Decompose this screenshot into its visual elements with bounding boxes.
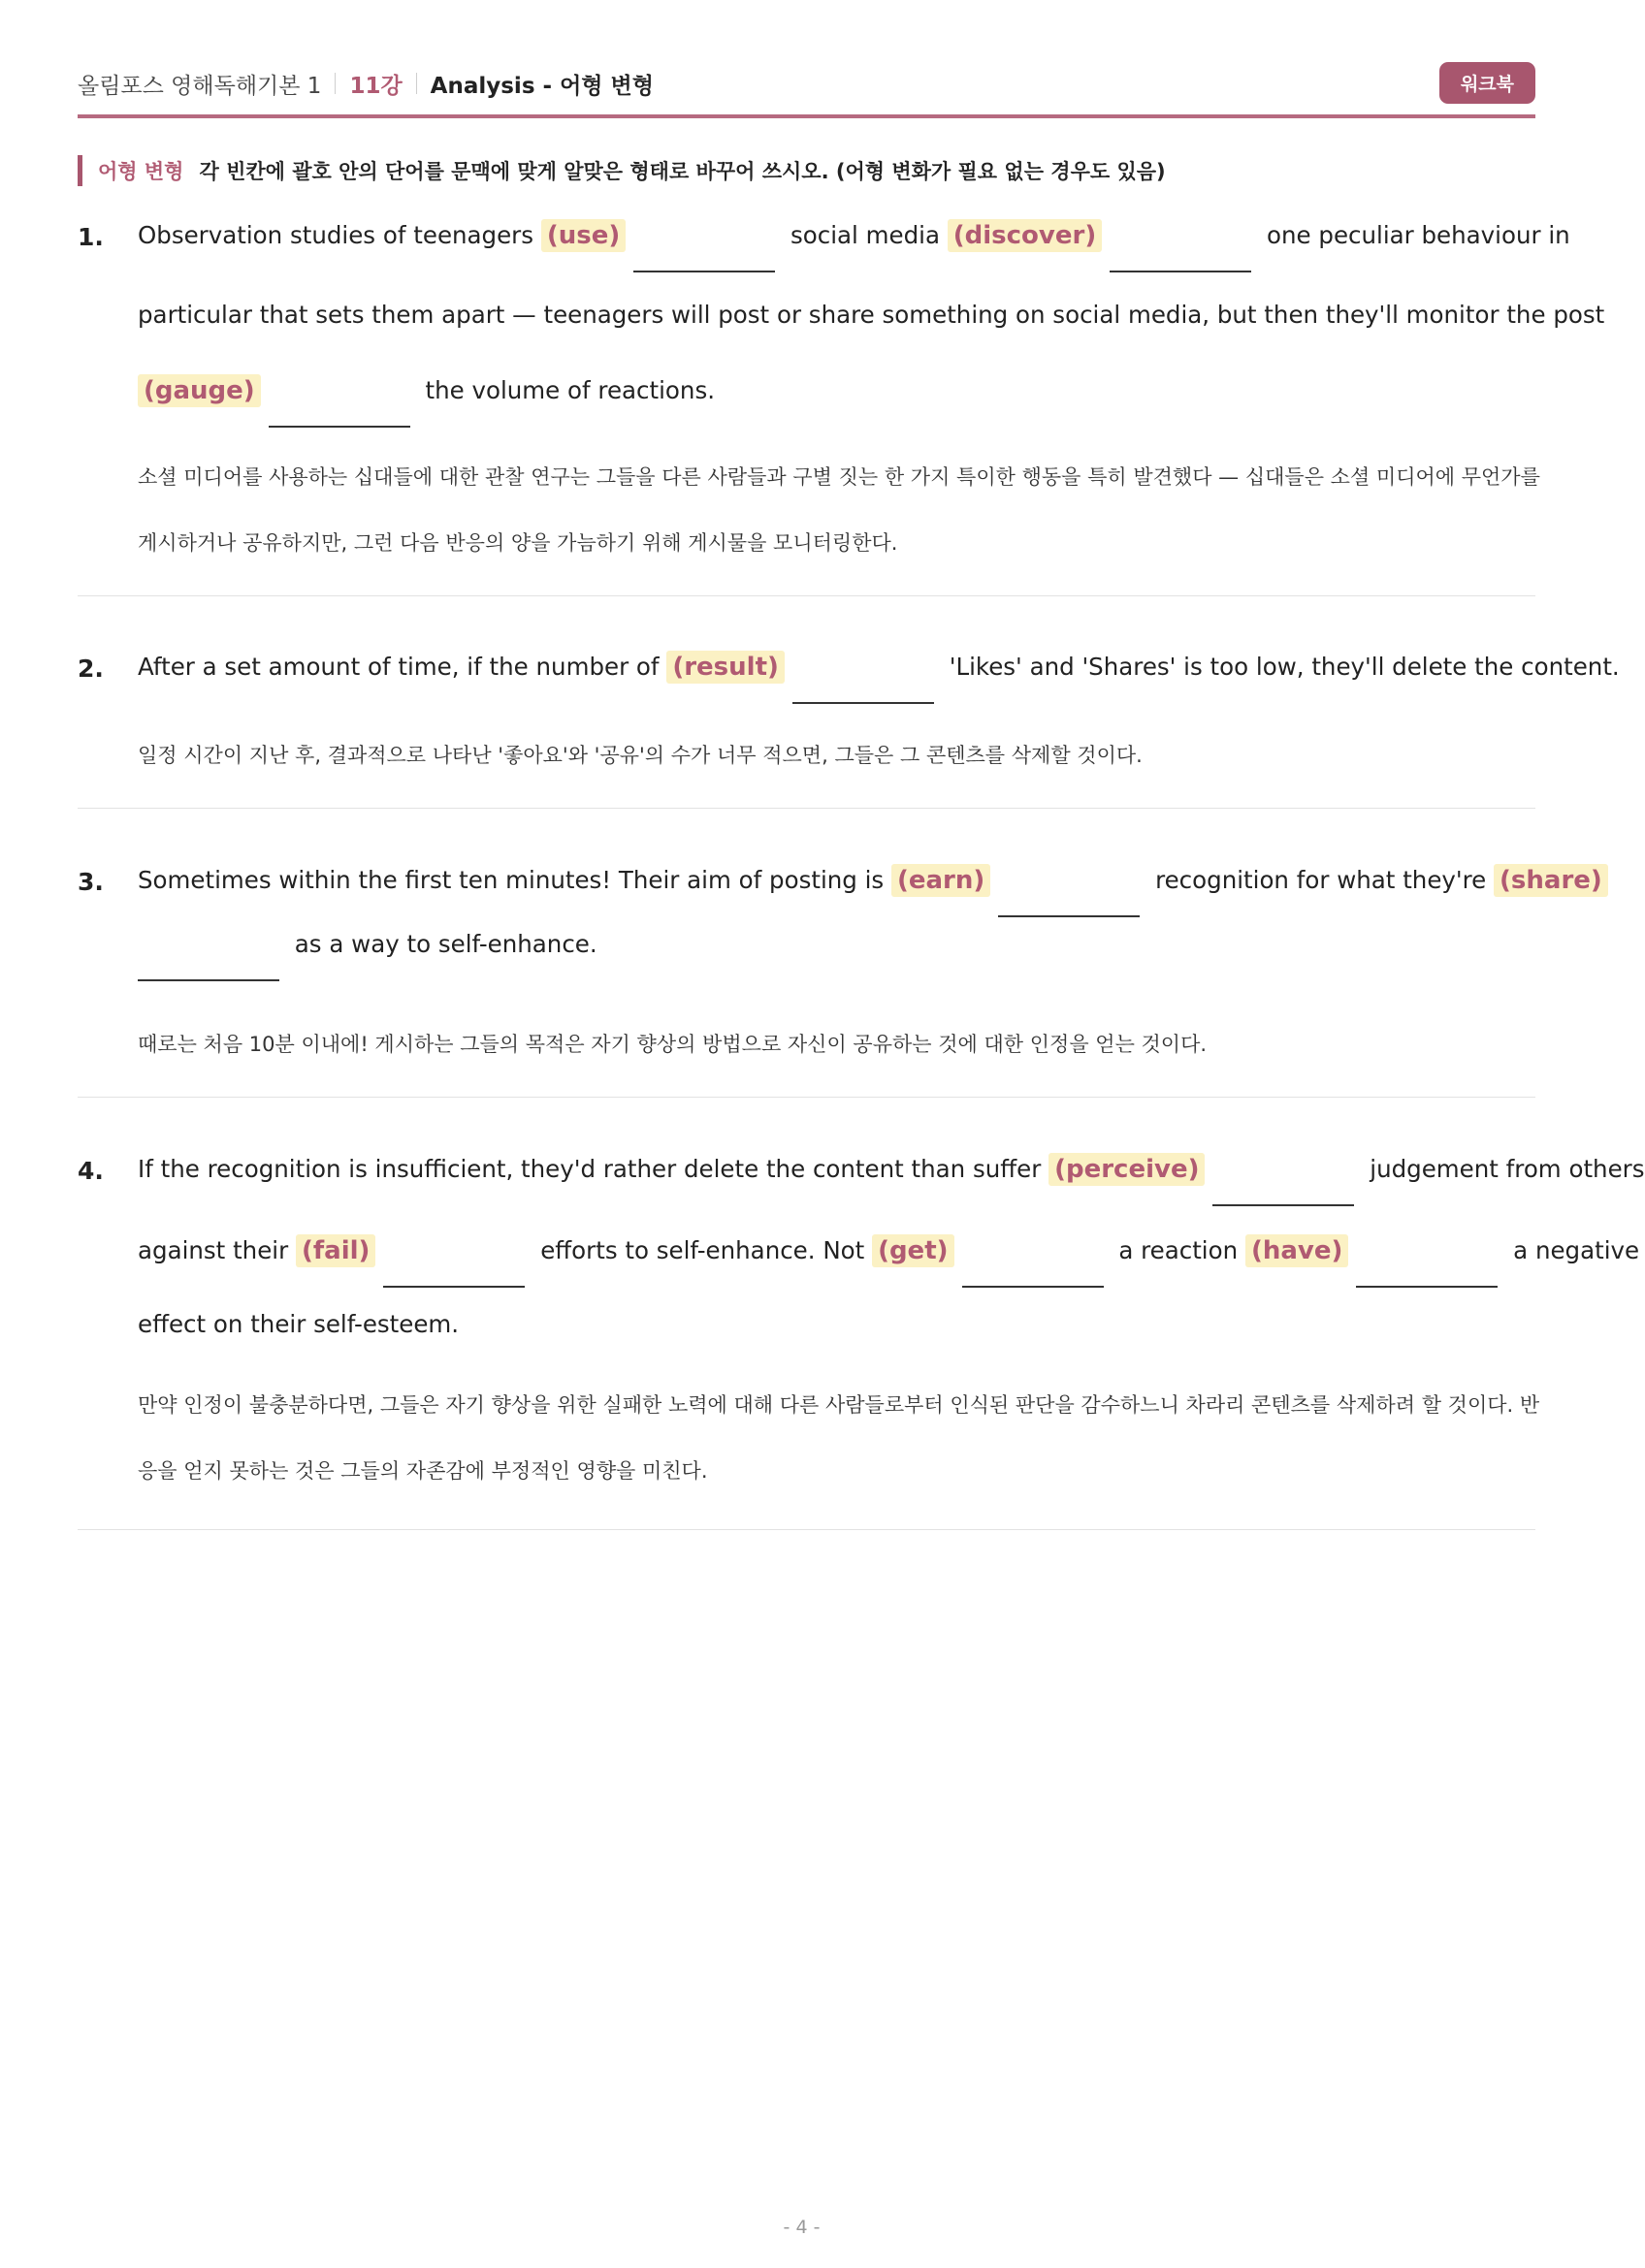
answer-blank[interactable] (962, 1249, 1104, 1288)
question-divider (78, 808, 1535, 809)
question-number: 1. (78, 223, 104, 251)
korean-translation: 응을 얻지 못하는 것은 그들의 자존감에 부정적인 영향을 미친다. (138, 1459, 708, 1483)
sentence-text: 'Likes' and 'Shares' is too low, they'll delete the content. (949, 653, 1620, 681)
sentence-line (138, 219, 1570, 272)
word-hint: (perceive) (1048, 1153, 1205, 1186)
answer-blank[interactable] (1356, 1249, 1498, 1288)
question-divider (78, 595, 1535, 596)
answer-blank[interactable] (998, 878, 1140, 917)
question-divider (78, 1097, 1535, 1098)
sentence-text: a negative (1513, 1236, 1640, 1264)
sentence-text: judgement from others (1370, 1155, 1645, 1183)
sentence-line (138, 1234, 1639, 1288)
sentence-line (138, 1153, 1645, 1206)
word-hint: (share) (1494, 864, 1608, 897)
sentence-text: a reaction (1118, 1236, 1239, 1264)
question-number: 2. (78, 655, 104, 683)
question-divider (78, 1529, 1535, 1530)
sentence-text: against their (138, 1236, 289, 1264)
header-divider (335, 73, 336, 94)
sentence-text: one peculiar behaviour in (1267, 221, 1570, 249)
topic-title: Analysis - 어형 변형 (430, 73, 654, 99)
korean-translation: 게시하거나 공유하지만, 그런 다음 반응의 양을 가늠하기 위해 게시물을 모니터링한다. (138, 531, 898, 555)
book-title: 올림포스 영해독해기본 1 (78, 73, 322, 99)
word-hint: (discover) (948, 219, 1102, 252)
sentence-text: Sometimes within the first ten minutes! Their aim of posting is (138, 866, 885, 894)
sentence-line (138, 1310, 459, 1338)
word-hint: (gauge) (138, 374, 261, 407)
sentence-line (138, 651, 1620, 704)
sentence-text: efforts to self-enhance. Not (540, 1236, 865, 1264)
sentence-text: Observation studies of teenagers (138, 221, 534, 249)
word-hint: (fail) (296, 1234, 375, 1267)
word-hint: (use) (541, 219, 626, 252)
answer-blank[interactable] (1212, 1167, 1354, 1206)
sentence-line (130, 930, 597, 981)
korean-translation: 일정 시간이 지난 후, 결과적으로 나타난 '좋아요'와 '공유'의 수가 너무 적으면, 그들은 그 콘텐츠를 삭제할 것이다. (138, 744, 1143, 767)
answer-blank[interactable] (1110, 234, 1251, 272)
sentence-line (138, 864, 1608, 917)
header-divider (416, 73, 417, 94)
question-number: 3. (78, 868, 104, 896)
word-hint: (earn) (891, 864, 990, 897)
lesson-number: 11강 (349, 73, 403, 99)
sentence-text: as a way to self-enhance. (294, 930, 597, 958)
page-number: - 4 - (783, 2217, 821, 2238)
word-hint: (result) (666, 651, 785, 684)
question-number: 4. (78, 1157, 104, 1185)
instruction-tag: 어형 변형 (98, 160, 184, 183)
sentence-text: If the recognition is insufficient, they'd rather delete the content than suffer (138, 1155, 1042, 1183)
answer-blank[interactable] (633, 234, 775, 272)
sentence-text: particular that sets them apart — teenagers will post or share something on social media, but then they'll monitor the post (138, 301, 1605, 329)
page-header (78, 64, 1535, 103)
workbook-badge: 워크북 (1439, 62, 1535, 104)
sentence-text: effect on their self-esteem. (138, 1310, 460, 1338)
korean-translation: 소셜 미디어를 사용하는 십대들에 대한 관찰 연구는 그들을 다른 사람들과 구별 짓는 한 가지 특이한 행동을 특히 발견했다 — 십대들은 소셜 미디어에 무언가를 (138, 465, 1540, 489)
korean-translation: 만약 인정이 불충분하다면, 그들은 자기 향상을 위한 실패한 노력에 대해 다른 사람들로부터 인식된 판단을 감수하느니 차라리 콘텐츠를 삭제하려 할 것이다. 반 (138, 1393, 1540, 1417)
sentence-text: social media (790, 221, 940, 249)
answer-blank[interactable] (383, 1249, 525, 1288)
sentence-line (138, 301, 1604, 329)
instruction (78, 155, 1166, 186)
answer-blank[interactable] (792, 665, 934, 704)
sentence-text: After a set amount of time, if the number of (138, 653, 660, 681)
sentence-text: recognition for what they're (1155, 866, 1487, 894)
header-rule (78, 114, 1535, 118)
sentence-text: the volume of reactions. (425, 376, 716, 404)
answer-blank[interactable] (269, 389, 410, 428)
word-hint: (get) (872, 1234, 953, 1267)
sentence-line (138, 374, 715, 428)
korean-translation: 때로는 처음 10분 이내에! 게시하는 그들의 목적은 자기 향상의 방법으로 자신이 공유하는 것에 대한 인정을 얻는 것이다. (138, 1033, 1208, 1056)
word-hint: (have) (1245, 1234, 1348, 1267)
answer-blank[interactable] (138, 942, 279, 981)
instruction-text: 각 빈칸에 괄호 안의 단어를 문맥에 맞게 알맞은 형태로 바꾸어 쓰시오. (어형 변화가 필요 없는 경우도 있음) (199, 160, 1166, 183)
